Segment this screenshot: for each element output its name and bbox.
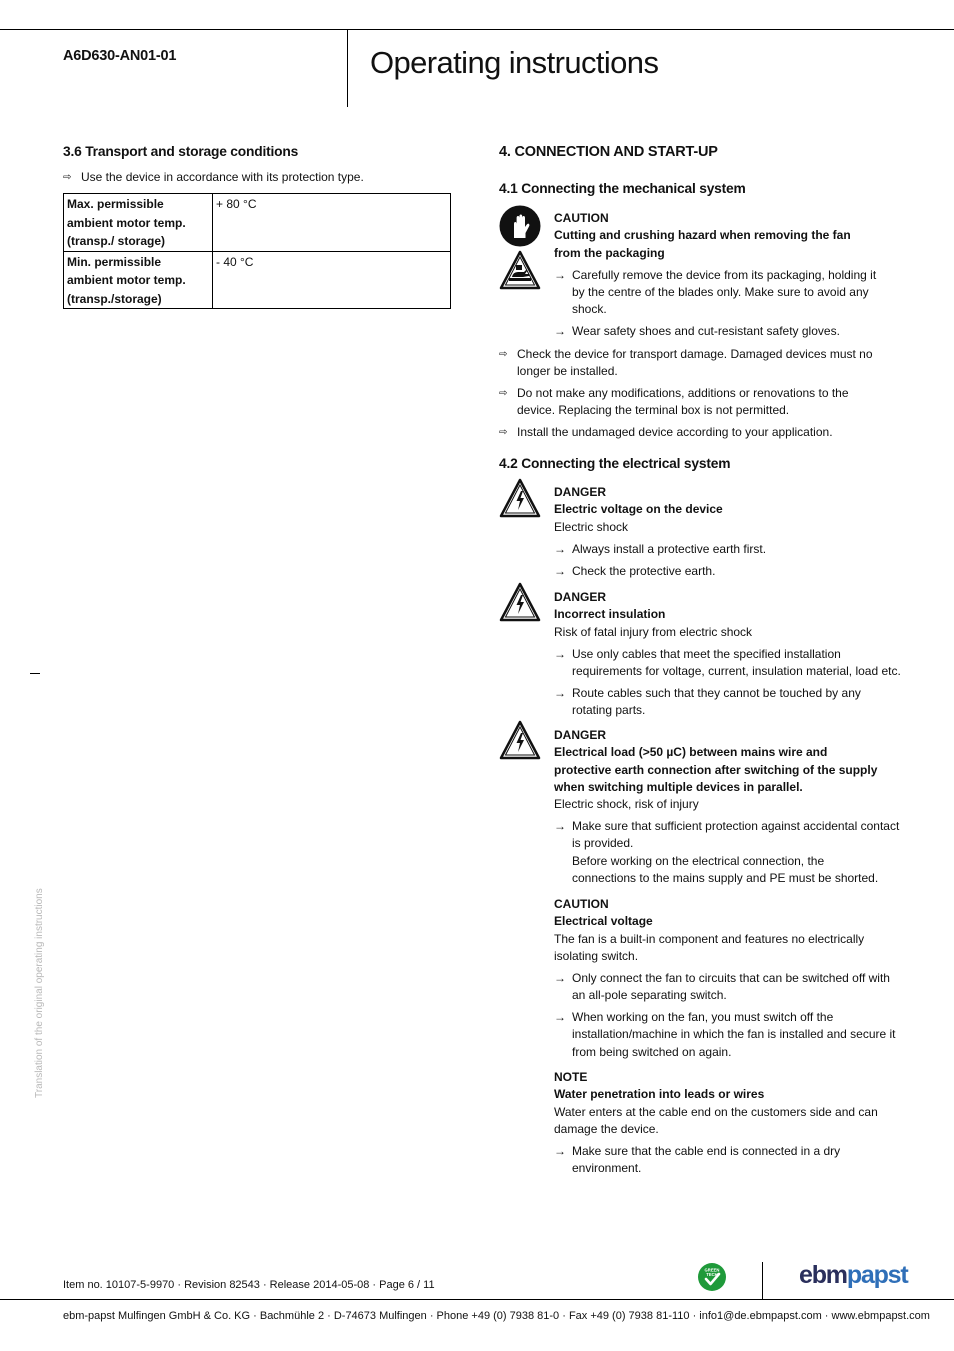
step-line: from being switched on again. [572,1044,732,1059]
step-line: Wear safety shoes and cut-resistant safety gloves. [572,324,840,339]
hazard-description: Electric shock, risk of injury [554,797,699,812]
header-top-rule [0,29,954,30]
hazard-description: isolating switch. [554,948,639,963]
hazard-title: Electric voltage on the device [554,502,723,517]
list-item [554,970,904,1005]
bullet-line: Check the device for transport damage. Damaged devices must no [517,347,873,361]
step-line: shock. [572,302,607,317]
footer-item-line: Item no. 10107-5-9970 · Revision 82543 · Release 2014-05-08 · Page 6 / 11 [63,1279,435,1291]
signal-word: CAUTION [554,897,609,911]
gloves-mandatory-icon [499,205,541,247]
arrow-right-icon: → [554,541,566,556]
table-row [64,251,451,309]
double-arrow-right-icon: ⇨ [499,427,508,438]
double-arrow-right-icon: ⇨ [499,388,508,399]
signal-word: DANGER [554,590,607,604]
step-line: environment. [572,1161,642,1176]
table-cell-value: - 40 °C [213,251,451,309]
arrow-right-icon: → [554,685,566,700]
step-line: Carefully remove the device from its packaging, holding it [572,267,877,282]
step-line: Check the protective earth. [572,563,716,578]
signal-word: CAUTION [554,211,609,225]
hazard-description: Water enters at the cable end on the customers side and can [554,1104,878,1119]
arrow-right-icon: → [554,1143,566,1158]
footer-logo-divider [762,1262,763,1300]
bullet-line: device. Replacing the terminal box is not permitted. [517,403,790,418]
step-line: is provided. [572,836,634,851]
table-cell-label [64,194,213,252]
label-line: (transp./ storage) [67,234,166,248]
high-voltage-warning-icon [499,582,541,624]
hazard-title: when switching multiple devices in parallel. [554,779,803,794]
instruction-text: Use the device in accordance with its protection type. [81,170,364,184]
caution-cutting [554,210,904,340]
arrow-right-icon: → [554,970,566,985]
hazard-title: protective earth connection after switching of the supply [554,762,878,777]
conditions-table [63,193,451,309]
label-line: ambient motor temp. [67,273,186,287]
table-cell-label [64,251,213,309]
list-item [554,323,904,340]
arrow-right-icon: → [554,324,566,339]
high-voltage-warning-icon [499,478,541,520]
label-line: Max. permissible [67,197,164,211]
step-line: Before working on the electrical connection, the [572,853,825,868]
header-divider [347,29,348,107]
step-line: Only connect the fan to circuits that can be switched off with [572,970,890,985]
badge-text: GREEN [704,1267,720,1273]
fold-mark [30,673,40,674]
arrow-right-icon: → [554,1010,566,1025]
hazard-description: The fan is a built-in component and features no electrically [554,931,865,946]
hazard-description: damage the device. [554,1121,659,1136]
footer-address: ebm-papst Mulfingen GmbH & Co. KG · Bachmühle 2 · D-74673 Mulfingen · Phone +49 (0) 7938 81-0 · Fax +49 (0) 7938 81-110 · info1@de.ebmpapst.com · www.ebmpapst.com [63,1310,930,1322]
bullet-line: longer be installed. [517,364,618,379]
signal-word: DANGER [554,485,607,499]
arrow-right-icon: → [554,563,566,578]
logo-part: ebm [799,1261,847,1289]
logo-part: papst [846,1261,908,1289]
hazard-description: Risk of fatal injury from electric shock [554,624,753,639]
step-line: Use only cables that meet the specified installation [572,646,841,661]
double-arrow-right-icon: ⇨ [63,172,72,183]
label-line: Min. permissible [67,254,162,269]
caution-electrical-voltage [554,896,904,1061]
list-item [499,385,899,420]
arrow-right-icon: → [554,646,566,661]
list-item [554,563,904,580]
label-line: (transp./storage) [67,291,162,306]
footer-rule [0,1299,954,1300]
list-item [554,818,904,887]
step-line: rotating parts. [572,703,646,718]
step-line: an all-pole separating switch. [572,988,727,1003]
arrow-right-icon: → [554,267,566,282]
list-item [554,1009,904,1061]
list-item [499,346,899,381]
step-line: installation/machine in which the fan is installed and secure it [572,1027,896,1042]
signal-word: NOTE [554,1070,588,1084]
hazard-title: Electrical load (>50 µC) between mains wire and [554,745,828,760]
signal-word: DANGER [554,728,607,742]
danger-electric-voltage [554,484,904,580]
electrical-heading: 4.2 Connecting the electrical system [499,456,731,471]
bullet-line: Install the undamaged device according to your application. [517,425,833,439]
step-line: by the centre of the blades only. Make sure to avoid any [572,284,869,299]
list-item [554,541,904,558]
bullet-line: Do not make any modifications, additions or renovations to the [517,386,849,400]
step-line: requirements for voltage, current, insulation material, load etc. [572,663,901,678]
danger-incorrect-insulation [554,589,904,719]
list-item [554,1143,904,1178]
ebmpapst-logo [799,1258,908,1292]
step-line: Route cables such that they cannot be touched by any [572,685,861,700]
table-row [64,194,451,252]
hazard-title: from the packaging [554,245,665,260]
double-arrow-right-icon: ⇨ [499,349,508,360]
note-water-penetration [554,1069,904,1177]
high-voltage-warning-icon [499,720,541,762]
transport-heading: 3.6 Transport and storage conditions [63,144,299,159]
hazard-title: Cutting and crushing hazard when removing the fan [554,228,851,243]
model-number: A6D630-AN01-01 [63,48,177,64]
green-tech-check-icon [697,1262,727,1292]
danger-electrical-load [554,727,904,887]
arrow-right-icon: → [554,819,566,834]
list-item [499,424,899,441]
label-line: ambient motor temp. [67,215,186,230]
hazard-title: Incorrect insulation [554,607,666,622]
side-translation-note: Translation of the original operating instructions [34,888,45,1098]
transport-instruction [63,169,453,186]
list-item [554,685,904,720]
step-line: Always install a protective earth first. [572,541,767,556]
step-line: Make sure that the cable end is connected in a dry [572,1143,841,1158]
list-item [554,646,904,681]
hazard-description: Electric shock [554,519,629,534]
badge-text: TECH [706,1272,718,1277]
step-line: When working on the fan, you must switch off the [572,1010,834,1025]
hazard-title: Water penetration into leads or wires [554,1087,765,1102]
hazard-title: Electrical voltage [554,914,653,929]
page-title: Operating instructions [370,45,659,80]
table-cell-value: + 80 °C [213,194,451,252]
step-line: connections to the mains supply and PE must be shorted. [572,871,879,886]
mechanical-heading: 4.1 Connecting the mechanical system [499,181,746,196]
hand-crush-warning-icon [499,250,541,292]
step-line: Make sure that sufficient protection against accidental contact [572,819,900,834]
list-item [554,267,904,319]
section-heading: 4. CONNECTION AND START-UP [499,144,718,160]
